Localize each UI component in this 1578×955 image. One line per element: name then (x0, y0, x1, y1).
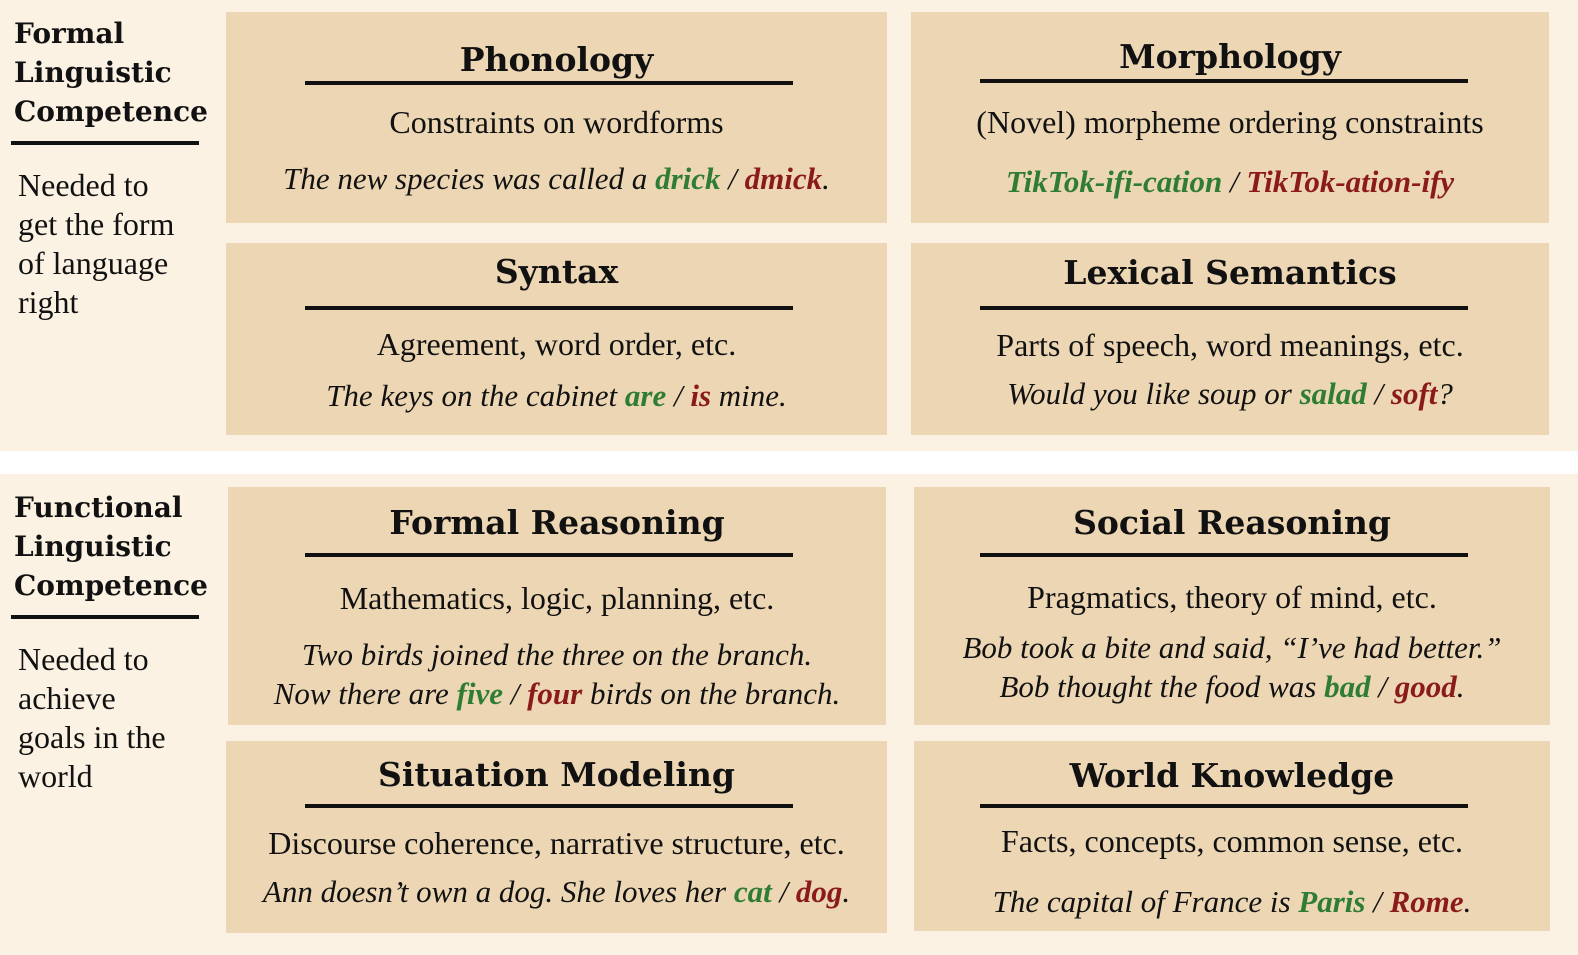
example-line (228, 635, 886, 674)
example-line (228, 674, 886, 713)
unacceptable-word: four (527, 676, 583, 711)
example-line (226, 159, 887, 198)
example-line (226, 376, 887, 415)
card-phonology (226, 12, 887, 223)
section-description: Needed to get the form of language right (18, 167, 175, 320)
unacceptable-word: dog (795, 874, 843, 909)
acceptable-word: drick (655, 161, 721, 196)
example-line (914, 667, 1550, 706)
card-subtitle: Mathematics, logic, planning, etc. (339, 580, 775, 616)
example-text: The new species was called a (283, 161, 656, 196)
card-example (226, 872, 887, 911)
example-separator: / (1370, 669, 1395, 704)
card-heading-rule (980, 553, 1468, 557)
card-situation-modeling (226, 741, 887, 933)
example-text: ? (1437, 376, 1453, 411)
acceptable-word: TikTok-ifi-cation (1005, 164, 1223, 199)
card-heading: Morphology (1119, 37, 1341, 76)
section-divider (11, 615, 199, 619)
card-social-reasoning (914, 487, 1550, 725)
unacceptable-word: dmick (744, 161, 823, 196)
card-subtitle: Pragmatics, theory of mind, etc. (1027, 579, 1437, 615)
example-text: . (1463, 884, 1472, 919)
example-line (911, 162, 1549, 201)
acceptable-word: are (624, 378, 667, 413)
card-example (228, 635, 886, 713)
card-heading-rule (305, 804, 793, 808)
card-subtitle: Facts, concepts, common sense, etc. (1000, 823, 1464, 859)
card-example (914, 882, 1550, 921)
example-text: Now there are (273, 676, 457, 711)
acceptable-word: salad (1299, 376, 1367, 411)
card-heading-rule (305, 553, 793, 557)
section-title: Formal Linguistic Competence (14, 17, 208, 128)
example-text: The capital of France is (992, 884, 1299, 919)
example-text: birds on the branch. (582, 676, 841, 711)
example-separator: / (666, 378, 691, 413)
example-text: . (842, 874, 851, 909)
card-heading-rule (980, 306, 1468, 310)
card-subtitle: Discourse coherence, narrative structure, etc. (268, 825, 845, 861)
example-separator: / (771, 874, 796, 909)
example-text: Two birds joined the three on the branch. (301, 637, 813, 672)
example-separator: / (1365, 884, 1390, 919)
card-heading: Lexical Semantics (1063, 253, 1397, 292)
example-separator: / (720, 161, 745, 196)
card-heading: Situation Modeling (377, 755, 735, 794)
card-example (911, 374, 1549, 413)
example-text: Bob thought the food was (999, 669, 1325, 704)
acceptable-word: five (456, 676, 503, 711)
card-formal-reasoning (228, 487, 886, 725)
card-heading-rule (980, 804, 1468, 808)
card-world-knowledge (914, 741, 1550, 931)
card-subtitle: Parts of speech, word meanings, etc. (996, 327, 1464, 363)
unacceptable-word: good (1394, 669, 1457, 704)
card-example (914, 628, 1550, 706)
acceptable-word: bad (1324, 669, 1371, 704)
card-example (226, 159, 887, 198)
card-subtitle: Constraints on wordforms (389, 104, 724, 140)
card-subtitle: Agreement, word order, etc. (376, 326, 737, 362)
example-text: Bob took a bite and said, “I’ve had better.” (962, 630, 1502, 665)
card-heading: Formal Reasoning (389, 503, 725, 542)
example-line (914, 882, 1550, 921)
example-text: Ann doesn’t own a dog. She loves her (262, 874, 734, 909)
example-separator: / (502, 676, 528, 711)
card-example (226, 376, 887, 415)
example-separator: / (1366, 376, 1391, 411)
example-text: The keys on the cabinet (326, 378, 625, 413)
unacceptable-word: TikTok-ation-ify (1246, 164, 1455, 199)
example-line (226, 872, 887, 911)
example-separator: / (1222, 164, 1247, 199)
card-lexical-semantics (911, 243, 1549, 435)
example-line (911, 374, 1549, 413)
unacceptable-word: Rome (1389, 884, 1464, 919)
card-morphology (911, 12, 1549, 223)
card-heading: Phonology (459, 40, 654, 79)
card-heading: Social Reasoning (1073, 503, 1391, 542)
acceptable-word: Paris (1298, 884, 1366, 919)
card-heading-rule (980, 79, 1468, 83)
card-heading: Syntax (494, 252, 619, 291)
example-text: . (1456, 669, 1465, 704)
card-subtitle: (Novel) morpheme ordering constraints (976, 104, 1484, 140)
section-divider (11, 141, 199, 145)
acceptable-word: cat (733, 874, 772, 909)
example-text: . (822, 161, 830, 196)
card-heading-rule (305, 81, 793, 85)
card-heading-rule (305, 306, 793, 310)
card-syntax (226, 243, 887, 435)
card-heading: World Knowledge (1069, 756, 1395, 795)
example-text: mine. (711, 378, 787, 413)
unacceptable-word: soft (1390, 376, 1438, 411)
section-description: Needed to achieve goals in the world (18, 641, 166, 794)
card-example (911, 162, 1549, 201)
example-line (914, 628, 1550, 667)
section-title: Functional Linguistic Competence (14, 491, 208, 602)
example-text: Would you like soup or (1007, 376, 1300, 411)
unacceptable-word: is (690, 378, 712, 413)
